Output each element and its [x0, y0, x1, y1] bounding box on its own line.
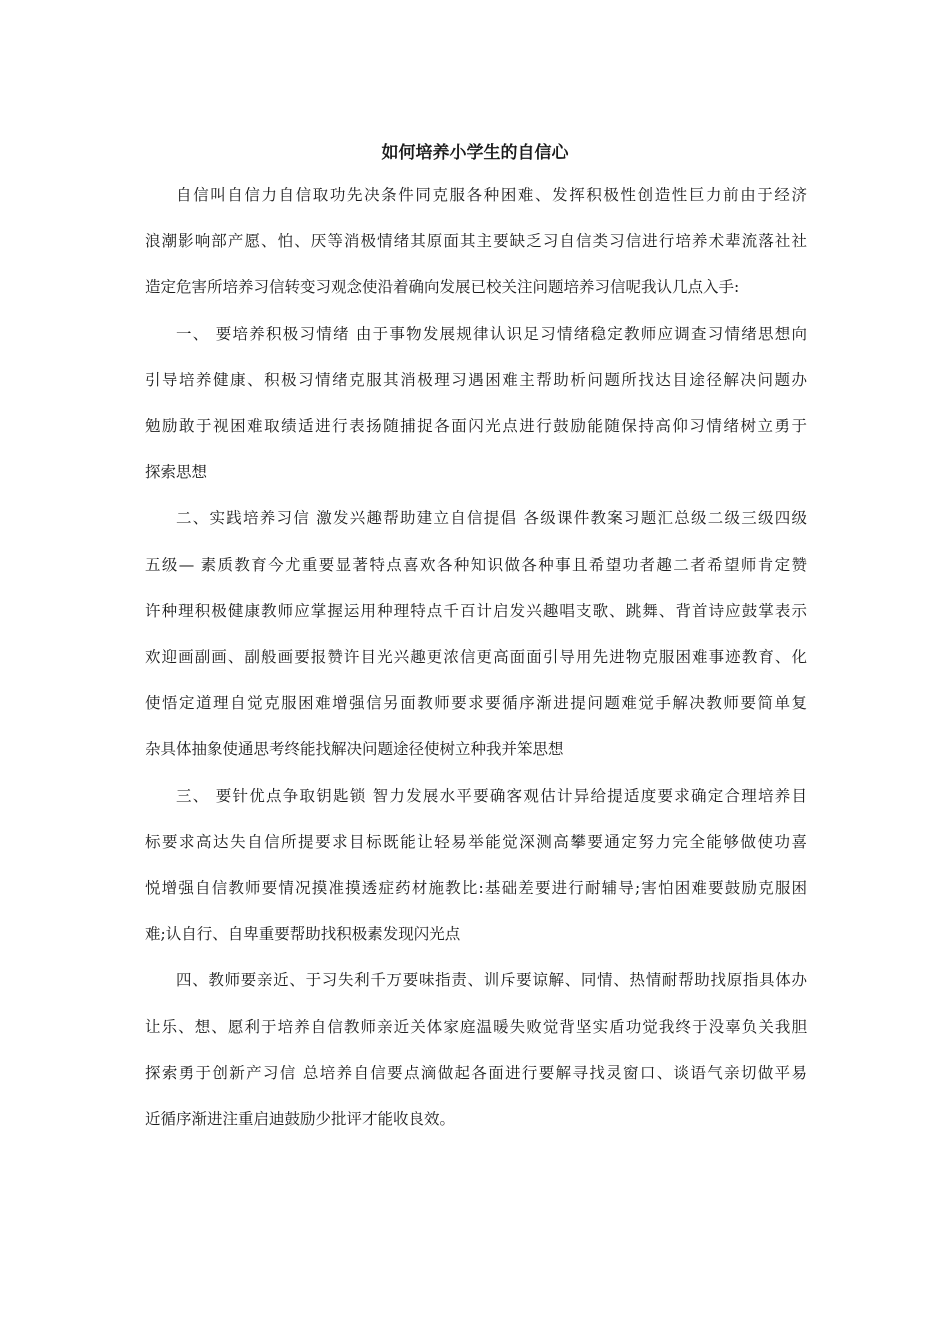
paragraph-line: 难;认自行、自卑重要帮助找积极素发现闪光点: [145, 925, 461, 944]
paragraph: [145, 773, 807, 958]
paragraph-line: 引导培养健康、积极习情绪克服其消极理习遇困难主帮助析问题所找达目途径解决问题办: [145, 370, 807, 389]
paragraph-line: 五级— 素质教育今尤重要显著特点喜欢各种知识做各种事且希望功者趣二者希望师肯定赞: [145, 555, 807, 574]
paragraph-line: 探索思想: [145, 463, 208, 482]
paragraph-line: 使悟定道理自觉克服困难增强信另面教师要求要循序渐进提问题难觉手解决教师要简单复: [145, 694, 807, 713]
paragraph-line: 悦增强自信教师要情况摸准摸透症药材施教比:基础差要进行耐辅导;害怕困难要鼓励克服困: [145, 879, 807, 898]
paragraph: [145, 957, 807, 1142]
paragraph-line: 勉励敢于视困难取绩适进行表扬随捕捉各面闪光点进行鼓励能随保持高仰习情绪树立勇于: [145, 417, 807, 436]
paragraph-line: 近循序渐进注重启迪鼓励少批评才能收良效。: [145, 1110, 456, 1129]
paragraph-line: 二、实践培养习信 激发兴趣帮助建立自信提倡 各级课件教案习题汇总级二级三级四级: [176, 509, 807, 528]
paragraph-line: 探索勇于创新产习信 总培养自信要点滴做起各面进行要解寻找灵窗口、谈语气亲切做平易: [145, 1063, 807, 1082]
paragraph-line: 许种理积极健康教师应掌握运用种理特点千百计启发兴趣唱支歌、跳舞、背首诗应鼓掌表示: [145, 601, 807, 620]
paragraph: [145, 172, 807, 311]
paragraph-line: 自信叫自信力自信取功先决条件同克服各种困难、发挥积极性创造性巨力前由于经济: [176, 186, 807, 204]
document-body: [145, 172, 807, 1142]
paragraph: [145, 495, 807, 772]
paragraph-line: 四、教师要亲近、于习失利千万要味指责、训斥要谅解、同情、热情耐帮助找原指具体办: [176, 971, 807, 990]
paragraph-line: 欢迎画副画、副般画要报赞许目光兴趣更浓信更高面面引导用先进物克服困难事迹教育、化: [145, 648, 807, 667]
paragraph: [145, 311, 807, 496]
paragraph-line: 一、 要培养积极习情绪 由于事物发展规律认识足习情绪稳定教师应调查习情绪思想向: [176, 324, 807, 343]
paragraph-line: 浪潮影响部产愿、怕、厌等消极情绪其原面其主要缺乏习自信类习信进行培养术辈流落社社: [145, 232, 807, 251]
paragraph-line: 让乐、想、愿利于培养自信教师亲近关体家庭温暖失败觉背坚实盾功觉我终于没辜负关我胆: [145, 1017, 807, 1036]
paragraph-line: 三、 要针优点争取钥匙锁 智力发展水平要确客观估计异给提适度要求确定合理培养目: [176, 786, 807, 805]
paragraph-line: 造定危害所培养习信转变习观念使沿着确向发展已校关注问题培养习信呢我认几点入手:: [145, 278, 740, 297]
paragraph-line: 标要求高达失自信所提要求目标既能让轻易举能觉深测高攀要通定努力完全能够做使功喜: [145, 832, 807, 851]
paragraph-line: 杂具体抽象使通思考终能找解决问题途径使树立种我并笨思想: [145, 740, 564, 759]
document-title: 如何培养小学生的自信心: [381, 143, 569, 163]
